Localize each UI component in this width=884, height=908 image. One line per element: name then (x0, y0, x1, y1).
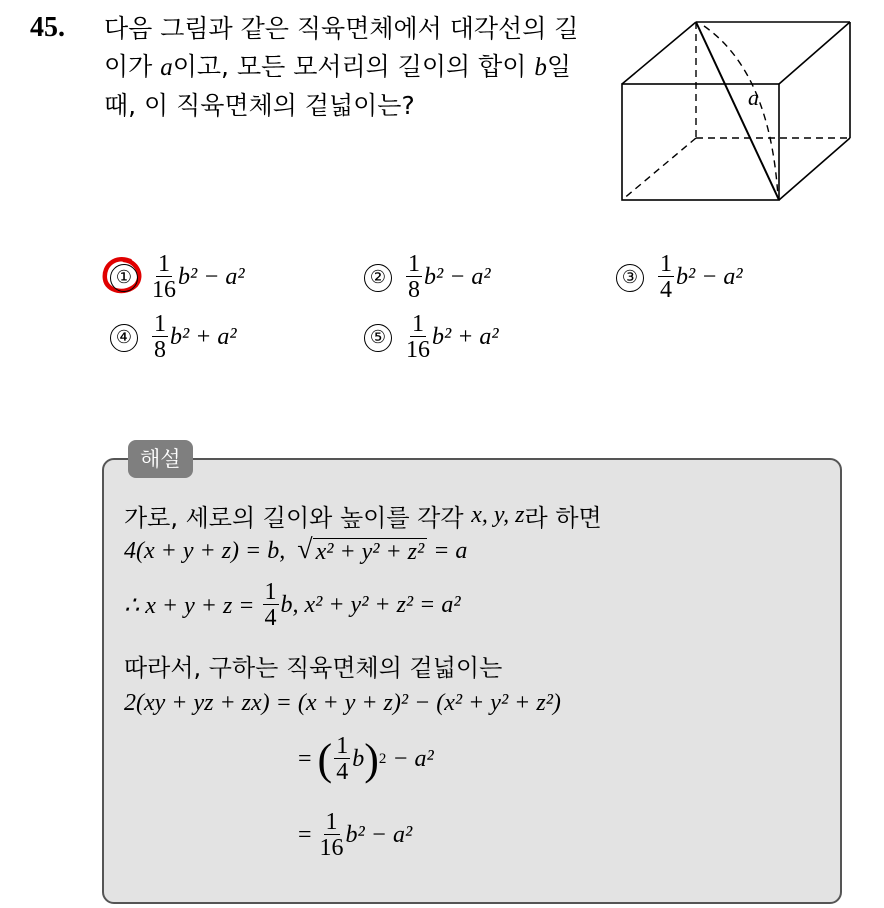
question-text (104, 10, 604, 125)
choice-2-fraction: $\frac{1}{8}$ (408, 251, 420, 303)
choice-1[interactable]: ① $\frac{1}{16}$ b² − a² (110, 252, 245, 303)
question-number: 45. (30, 12, 65, 43)
question-line-1: 다음 그림과 같은 직육면체에서 대각선의 길 (104, 14, 579, 43)
solution-line-6: = ( $\frac{1}{4}$ b ) 2 − a² (298, 733, 434, 785)
choice-5[interactable]: ⑤ $\frac{1}{16}$ b² + a² (364, 312, 499, 363)
question-line-2: 이가 a이고, 모든 모서리의 길이의 합이 b일 (104, 52, 572, 81)
cuboid-figure (612, 12, 856, 208)
choice-3[interactable]: ③ $\frac{1}{4}$ b² − a² (616, 252, 743, 303)
choice-1-fraction: $\frac{1}{16}$ (152, 251, 176, 303)
solution-line-1: 가로, 세로의 길이와 높이를 각각 x, y, z 라 하면 (124, 502, 602, 532)
solution-line-3: ∴ x + y + z = $\frac{1}{4}$ b, x² + y² + z² = a² (124, 579, 461, 631)
question-line-3: 때, 이 직육면체의 겉넓이는? (104, 91, 415, 120)
choice-3-fraction: $\frac{1}{4}$ (660, 251, 672, 303)
choice-4[interactable]: ④ $\frac{1}{8}$ b² + a² (110, 312, 237, 363)
choice-4-fraction: $\frac{1}{8}$ (154, 311, 166, 363)
choice-5-fraction: $\frac{1}{16}$ (406, 311, 430, 363)
sqrt-expression: √ x² + y² + z² (297, 536, 427, 566)
solution-line-7: = $\frac{1}{16}$ b² − a² (298, 809, 413, 861)
solution-line-2: 4(x + y + z) = b, √ x² + y² + z² = a (124, 534, 468, 565)
choice-2[interactable]: ② $\frac{1}{8}$ b² − a² (364, 252, 491, 303)
solution-tab: 해설 (128, 440, 193, 478)
solution-line-5: 2(xy + yz + zx) = (x + y + z)² − (x² + y² + z²) (124, 690, 561, 716)
solution-line-4: 따라서, 구하는 직육면체의 겉넓이는 (124, 654, 503, 682)
figure-label-a: a (748, 85, 759, 110)
